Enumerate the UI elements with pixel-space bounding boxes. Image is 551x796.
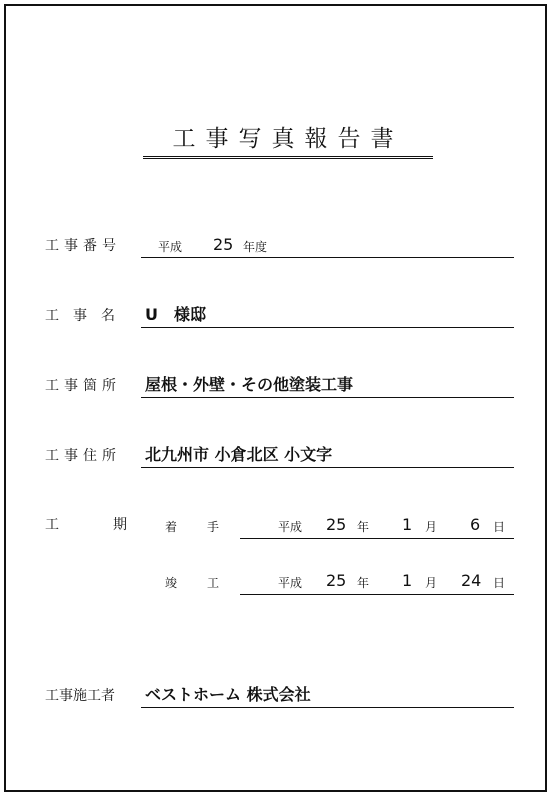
construction-location-label: 工事箇所: [45, 378, 121, 394]
contractor-label: 工事施工者: [45, 688, 115, 704]
period-start-month-unit: 月: [425, 520, 438, 534]
construction-location-value: 屋根・外壁・その他塗装工事: [145, 375, 354, 394]
construction-number-underline: [141, 257, 514, 258]
construction-location-underline: [141, 397, 514, 398]
period-start-label: 着手: [165, 520, 250, 534]
construction-name-label: 工事名: [45, 308, 129, 324]
construction-number-label: 工事番号: [45, 238, 121, 254]
period-end-label: 竣工: [165, 576, 250, 590]
period-start-underline: [240, 538, 514, 539]
construction-name-underline: [141, 327, 514, 328]
title-underline-second: [143, 158, 433, 159]
construction-number-era: 平成: [158, 240, 183, 254]
construction-address-underline: [141, 467, 514, 468]
period-end-underline: [240, 594, 514, 595]
construction-period-label: 工期: [45, 517, 181, 533]
construction-address-label: 工事住所: [45, 448, 121, 464]
period-end-day: 24: [461, 571, 482, 590]
period-start-era: 平成: [278, 520, 303, 534]
contractor-value: ベストホーム 株式会社: [145, 685, 311, 704]
construction-number-unit: 年度: [243, 240, 268, 254]
construction-name-value: U 様邸: [145, 305, 206, 324]
period-end-era: 平成: [278, 576, 303, 590]
period-start-day-unit: 日: [493, 520, 506, 534]
period-start-month: 1: [402, 515, 413, 534]
period-end-year-unit: 年: [357, 576, 370, 590]
construction-address-value: 北九州市 小倉北区 小文字: [145, 445, 333, 464]
period-end-year: 25: [326, 571, 347, 590]
period-start-year-unit: 年: [357, 520, 370, 534]
period-start-day: 6: [470, 515, 481, 534]
contractor-underline: [141, 707, 514, 708]
title-underline: [143, 156, 433, 157]
period-end-month-unit: 月: [425, 576, 438, 590]
period-end-month: 1: [402, 571, 413, 590]
period-start-year: 25: [326, 515, 347, 534]
construction-number-year: 25: [213, 235, 234, 254]
document-title: 工事写真報告書: [172, 126, 404, 152]
period-end-day-unit: 日: [493, 576, 506, 590]
